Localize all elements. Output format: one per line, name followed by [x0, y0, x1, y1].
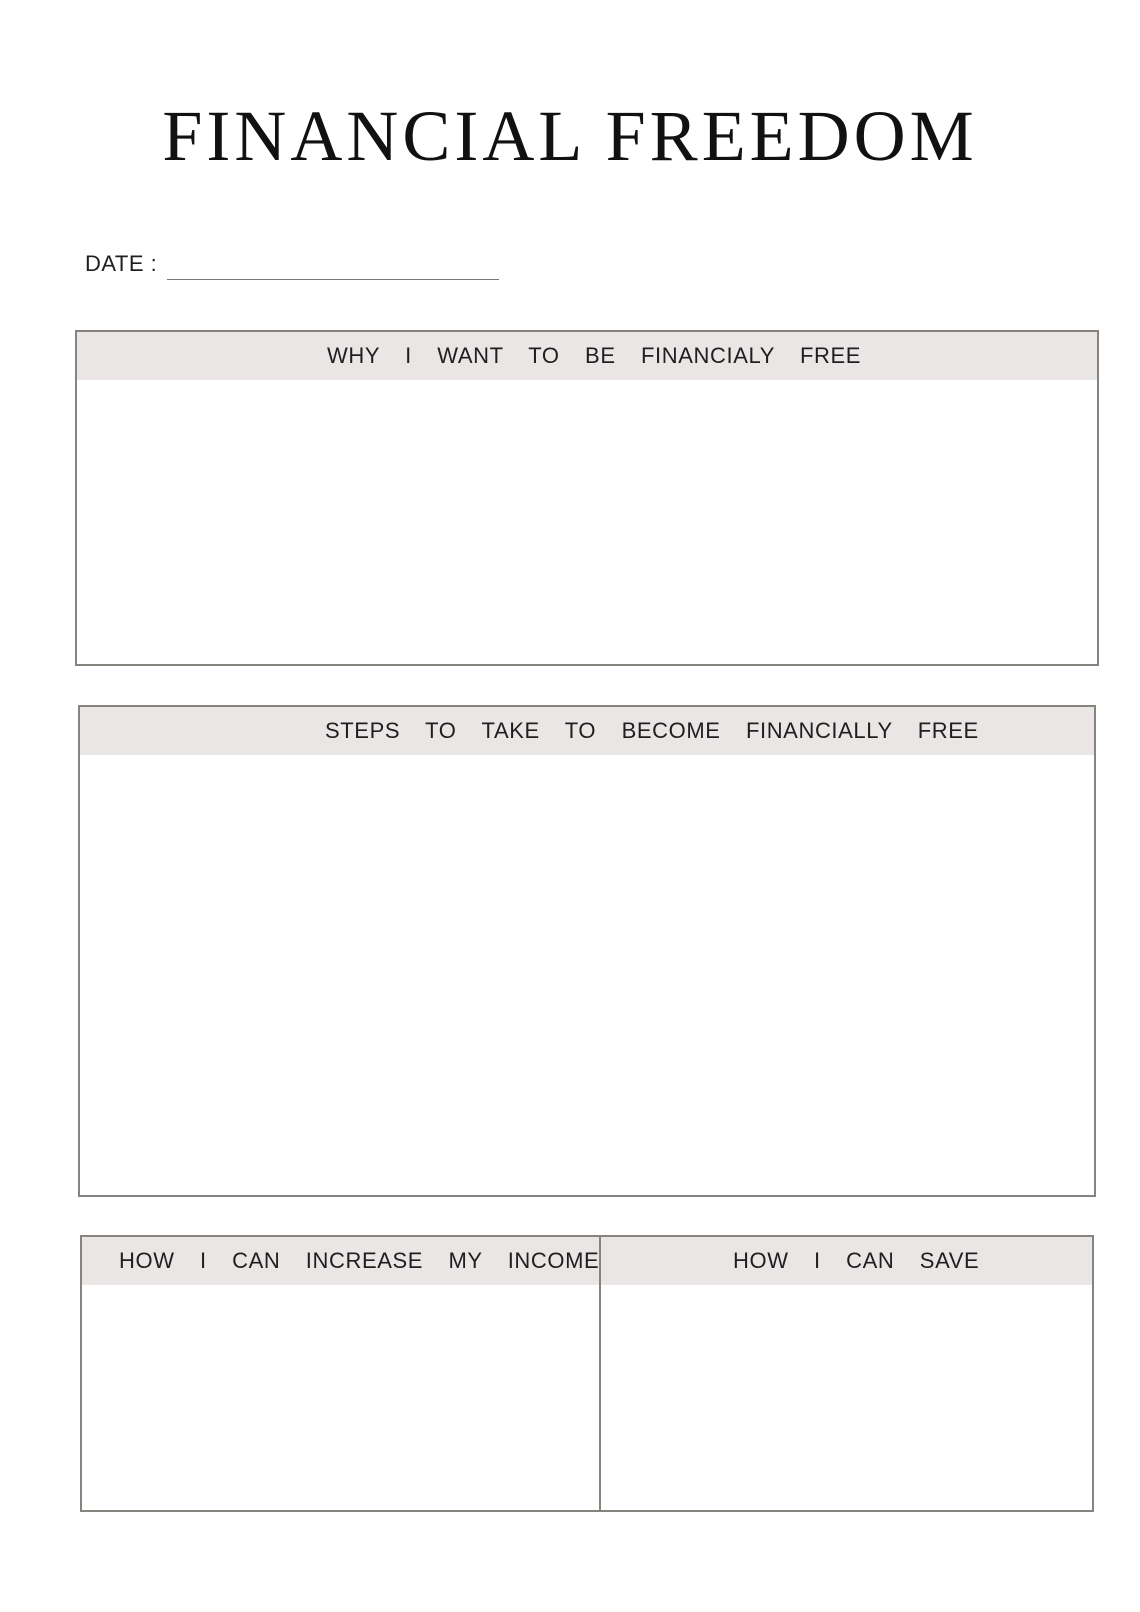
why-financially-free-box [75, 330, 1099, 666]
increase-income-heading: HOW I CAN INCREASE MY INCOME [119, 1248, 600, 1273]
how-to-save-header [601, 1237, 1092, 1285]
date-label: DATE : [85, 251, 158, 276]
how-to-save-heading: HOW I CAN SAVE [733, 1248, 980, 1273]
why-financially-free-header [77, 332, 1097, 380]
why-financially-free-writing-area[interactable] [77, 380, 1097, 664]
income-and-savings-box [80, 1235, 1094, 1512]
steps-to-financial-freedom-heading: STEPS TO TAKE TO BECOME FINANCIALLY FREE [325, 718, 979, 743]
increase-income-writing-area[interactable] [82, 1285, 599, 1510]
page-title: FINANCIAL FREEDOM [162, 96, 978, 176]
why-financially-free-heading: WHY I WANT TO BE FINANCIALY FREE [327, 343, 862, 368]
steps-to-financial-freedom-writing-area[interactable] [80, 755, 1094, 1195]
increase-income-header [82, 1237, 599, 1285]
steps-to-financial-freedom-header [80, 707, 1094, 755]
steps-to-financial-freedom-box [78, 705, 1096, 1197]
how-to-save-writing-area[interactable] [601, 1285, 1092, 1510]
date-input-line[interactable] [167, 279, 499, 280]
